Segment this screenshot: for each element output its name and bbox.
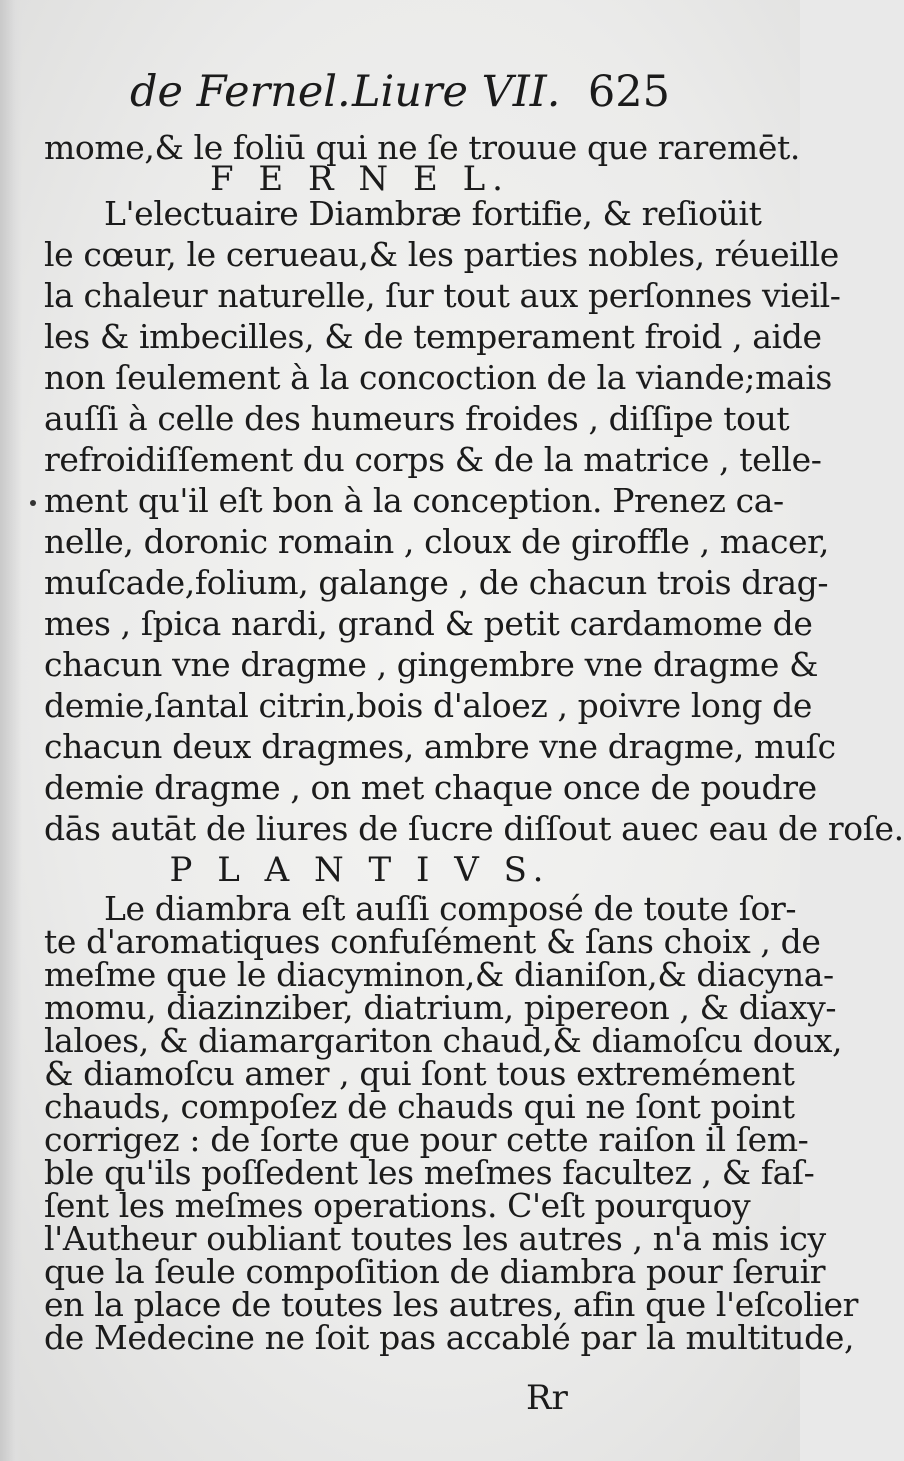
text-line: chauds, compoſez de chauds qui ne ſont point bbox=[44, 1087, 795, 1126]
text-line: te d'aromatiques confuſément & ſans choix , de bbox=[44, 922, 821, 961]
text-line: non ſeulement à la concoction de la viande;mais bbox=[44, 358, 832, 397]
running-head bbox=[130, 62, 670, 122]
text-line: l'Autheur oubliant toutes les autres , n'a mis icy bbox=[44, 1219, 826, 1258]
text-line: refroidiſſement du corps & de la matrice , telle- bbox=[44, 440, 822, 479]
text-line: laloes, & diamargariton chaud,& diamoſcu doux, bbox=[44, 1021, 843, 1060]
text-line: chacun vne dragme , gingembre vne dragme & bbox=[44, 645, 819, 684]
text-line: demie,ſantal citrin,bois d'aloez , poivre long de bbox=[44, 686, 812, 725]
page-gutter-shadow bbox=[0, 0, 22, 1461]
text-line: corrigez : de ſorte que pour cette raiſon il ſem- bbox=[44, 1120, 809, 1159]
text-line: ment qu'il eſt bon à la conception. Prenez ca- bbox=[44, 481, 784, 520]
text-line: Le diambra eſt auſſi composé de toute ſor- bbox=[104, 889, 797, 928]
text-line-continuation: mome,& le foliū qui ne ſe trouue que raremēt. bbox=[44, 128, 800, 167]
text-line: chacun deux dragmes, ambre vne dragme, muſc bbox=[44, 727, 836, 766]
text-line: que la ſeule compoſition de diambra pour ſeruir bbox=[44, 1252, 826, 1291]
text-line: demie dragme , on met chaque once de poudre bbox=[44, 768, 817, 807]
text-line: les & imbecilles, & de temperament froid , aide bbox=[44, 317, 822, 356]
text-line: en la place de toutes les autres, afin que l'eſcolier bbox=[44, 1285, 859, 1324]
text-line: dās autāt de liures de ſucre diſſout auec eau de roſe. bbox=[44, 809, 904, 848]
section-heading-plantius: P L A N T I V S. bbox=[169, 850, 551, 890]
text-line: mes , ſpica nardi, grand & petit cardamome de bbox=[44, 604, 813, 643]
text-line: momu, diazinziber, diatrium, pipereon , & diaxy- bbox=[44, 988, 837, 1027]
text-line: auſſi à celle des humeurs froides , diſſipe tout bbox=[44, 399, 790, 438]
text-line: & diamoſcu amer , qui ſont tous extremément bbox=[44, 1054, 795, 1093]
signature-mark: Rr bbox=[526, 1378, 568, 1418]
section-heading-fernel: F E R N E L. bbox=[209, 159, 510, 199]
text-line: ble qu'ils poſſedent les meſmes facultez , & faſ- bbox=[44, 1153, 815, 1192]
running-head-book: Liure VII. bbox=[352, 67, 561, 117]
text-line: la chaleur naturelle, ſur tout aux perſonnes vieil- bbox=[44, 276, 841, 315]
running-head-author: de Fernel. bbox=[130, 67, 351, 117]
text-line: le cœur, le cerueau,& les parties nobles, réueille bbox=[44, 235, 839, 274]
text-line: ſent les meſmes operations. C'eſt pourquoy bbox=[44, 1186, 751, 1225]
text-line: nelle, doronic romain , cloux de giroffle , macer, bbox=[44, 522, 830, 561]
text-line: meſme que le diacyminon,& dianiſon,& diacyna- bbox=[44, 955, 834, 994]
text-line: de Medecine ne ſoit pas accablé par la multitude, bbox=[44, 1318, 855, 1357]
text-line: muſcade,folium, galange , de chacun trois drag- bbox=[44, 563, 829, 602]
text-line: L'electuaire Diambræ fortifie, & reſioüit bbox=[104, 194, 762, 233]
page-number: 625 bbox=[587, 67, 670, 117]
ink-spot bbox=[30, 500, 36, 506]
